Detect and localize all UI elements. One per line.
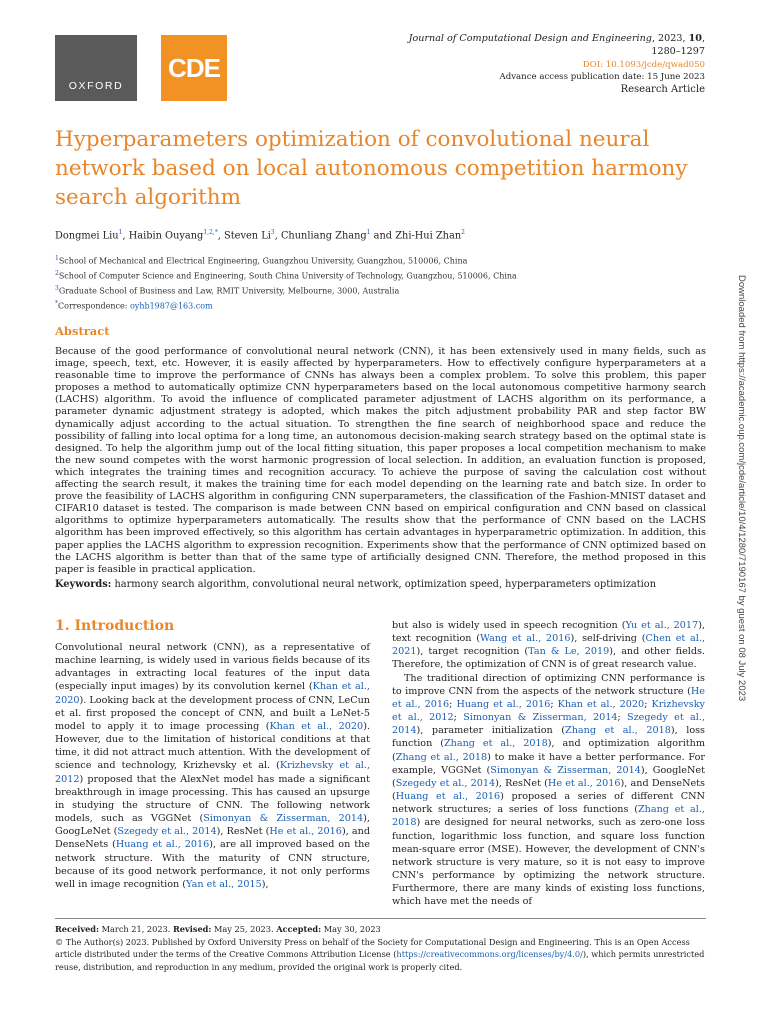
author-separator: and <box>370 230 396 242</box>
author-affil-sup[interactable]: 1 <box>366 229 371 236</box>
affiliation-text: School of Computer Science and Engineering, South China University of Technology, Guangzhou, 510006, China <box>58 271 517 281</box>
citation-link[interactable]: Simonyan & Zisserman, 2014 <box>463 712 618 724</box>
article-type: Research Article <box>620 84 705 96</box>
citation-link[interactable]: He et al., 2016 <box>269 826 342 838</box>
citation-link[interactable]: Szegedy et al., 2014 <box>392 712 705 737</box>
text-run: ), ResNet ( <box>495 777 548 789</box>
license-link[interactable]: https://creativecommons.org/licenses/by/4.0/ <box>396 949 583 960</box>
text-run: ) to make it have a better performance. For example, VGGNet ( <box>392 751 705 776</box>
author-separator: , <box>274 230 281 242</box>
text-run: The traditional direction of optimizing CNN performance is to improve CNN from the aspects of the network structure ( <box>392 672 705 697</box>
citation-link[interactable]: He et al., 2016 <box>392 685 705 710</box>
paper-title: Hyperparameters optimization of convolutional neural network based on local autonomous competition harmony search algorithm <box>55 127 688 210</box>
dates-line <box>55 923 706 936</box>
text-run: ), and DenseNets ( <box>392 777 705 803</box>
citation-link[interactable]: He et al., 2016 <box>547 777 621 789</box>
footnote <box>55 923 706 973</box>
text-run: ) proposed a series of different CNN network structures; a series of loss functions ( <box>392 791 705 816</box>
text-run: ; <box>449 698 457 710</box>
citation-link[interactable]: Khan et al., 2020 <box>557 698 645 710</box>
citation-link[interactable]: Zhang et al., 2018 <box>443 738 548 750</box>
affiliation-text: School of Mechanical and Electrical Engineering, Guangzhou University, Guangzhou, 510006, China <box>58 256 468 266</box>
text-run: ), GoogLeNet ( <box>55 813 370 838</box>
cde-logo-text: CDE <box>168 52 220 83</box>
footnote-divider <box>55 918 706 919</box>
doi-link[interactable]: DOI: 10.1093/jcde/qwad050 <box>582 59 705 70</box>
received-date: March 21, 2023. <box>99 924 173 934</box>
column-left <box>55 641 370 891</box>
text-run: ), ResNet ( <box>216 826 270 838</box>
download-side-note <box>734 275 754 745</box>
citation-link[interactable]: Chen et al., 2021 <box>392 633 705 658</box>
license-part-a: © The Author(s) 2023. Published by Oxford University Press on behalf of the Society for Computational Design and Engineering. This is an Open Access article distributed under the terms of the Creative Commons Attribution License ( <box>55 936 690 960</box>
text-run: but also is widely used in speech recognition ( <box>392 620 626 631</box>
accepted-date: May 30, 2023 <box>321 924 381 934</box>
revised-date: May 25, 2023. <box>211 924 277 934</box>
journal-pages: 1280–1297 <box>651 45 705 57</box>
citation-link[interactable]: Simonyan & Zisserman, 2014 <box>203 813 364 825</box>
author-list <box>55 229 465 241</box>
author-separator: , <box>217 230 225 242</box>
affiliation-text: Graduate School of Business and Law, RMIT University, Melbourne, 3000, Australia <box>58 286 400 296</box>
affiliation <box>55 268 517 283</box>
text-run: ), parameter initialization ( <box>416 725 566 737</box>
correspondence <box>55 298 517 313</box>
correspondence-sup: * <box>55 300 58 308</box>
author-affil-sup[interactable]: 2 <box>461 229 465 236</box>
text-run: ; <box>550 698 558 710</box>
keywords-text: harmony search algorithm, convolutional neural network, optimization speed, hyperparameters optimization <box>111 579 656 590</box>
author-name: Steven Li <box>224 230 271 242</box>
text-run: Convolutional neural network (CNN), as a representative of machine learning, is widely used in various fields because of its advantages in extracting local features of the input data (especially input images) by its convolution kernel ( <box>55 642 370 693</box>
side-note-text: Downloaded from https://academic.oup.com/jcde/article/10/4/1280/7190167 by guest on 08 July 2023 <box>736 275 747 702</box>
text-run: ), <box>261 878 269 890</box>
correspondence-email-link[interactable]: oyhb1987@163.com <box>129 301 213 311</box>
text-run: ), self-driving ( <box>570 633 646 645</box>
text-run: ). However, due to the limitation of historical conditions at that time, it did not attract much attention. With the development of science and technology, Krizhevsky et al. ( <box>55 720 371 772</box>
author-name: Zhi-Hui Zhan <box>395 230 462 242</box>
comma: , <box>701 33 705 44</box>
abstract-heading: Abstract <box>55 324 110 338</box>
text-run: ), target recognition ( <box>416 646 529 658</box>
text-run: ; <box>644 698 652 710</box>
abstract-text: Because of the good performance of convolutional neural network (CNN), it has been extensively used in many fields, such as image, speech, text, etc. However, it is easily affected by hyperparameters. How to effectively configure hyperparameters at a reasonable time to improve the performance of CNNs has always been a complex problem. To solve this problem, this paper proposes a method to automatically optimize CNN hyperparameters based on the local autonomous competitive harmony search (LACHS) algorithm. To avoid the influence of complicated parameter adjustment of LACHS algorithm on its performance, a parameter dynamic adjustment strategy is adopted, which makes the pitch adjustment probability PAR and step factor BW dynamically adjust according to the actual situation. To strengthen the fine search of neighborhood space and reduce the possibility of falling into local optima for a long time, an autonomous decision-making search strategy based on the optimal state is designed. To help the algorithm jump out of the local fitting situation, this paper proposes a local competition mechanism to make the new sound competes with the worst harmonic progression of local selection. In addition, an evaluation function is proposed, which integrates the training times and recognition accuracy. To achieve the purpose of saving the calculation cost without affecting the search result, it makes the training time for each model depending on the learning rate and batch size. In order to prove the feasibility of LACHS algorithm in configuring CNN superparameters, the classification of the Fashion-MNIST dataset and CIFAR10 dataset is tested. The comparison is made between CNN based on empirical configuration and CNN based on classical algorithms to optimize hyperparameters automatically. The results show that the performance of CNN based on the LACHS algorithm has been improved effectively, so this algorithm has certain advantages in hyperparametric optimization. In addition, this paper applies the LACHS algorithm to expression recognition. Experiments show that the performance of CNN optimized based on the LACHS algorithm is better than that of the same type of artificially designed CNN. Therefore, the method proposed in this paper is feasible in practical application. <box>55 346 706 575</box>
accepted-label: Accepted: <box>276 924 322 934</box>
license-text <box>55 936 706 974</box>
correspondence-label: Correspondence: <box>58 301 130 311</box>
citation-link[interactable]: Tan & Le, 2019 <box>528 646 610 658</box>
citation-link[interactable]: Yu et al., 2017 <box>625 620 699 631</box>
text-run: ). Looking back at the development process of CNN, LeCun et al. first proposed the concept of CNN, and built a LeNet-5 model to apply it to image processing ( <box>55 694 370 732</box>
received-label: Received: <box>55 924 100 934</box>
author-name: Dongmei Liu <box>55 230 119 242</box>
affiliation-sup: 3 <box>55 285 59 293</box>
author-name: Haibin Ouyang <box>128 230 204 242</box>
citation-link[interactable]: Wang et al., 2016 <box>480 633 571 645</box>
text-run: ; <box>617 712 628 724</box>
advance-access-date: Advance access publication date: 15 June 2023 <box>499 72 705 83</box>
citation-link[interactable]: Zhang et al., 2018 <box>395 751 488 763</box>
citation-link[interactable]: Khan et al., 2020 <box>55 681 370 706</box>
citation-link[interactable]: Huang et al., 2016 <box>115 839 210 851</box>
citation-link[interactable]: Krizhevsky et al., 2012 <box>392 698 705 724</box>
affiliation-sup: 1 <box>55 255 59 262</box>
paragraph <box>392 672 705 909</box>
oxford-logo <box>55 35 137 101</box>
text-run: ) are designed for neural networks, such as zero-one loss function, logarithmic loss function, and square loss function mean-square error (MSE). However, the development of CNN's network structure is very mature, so it is not easy to improve CNN's performance by optimizing the network structure. Furthermore, there are many kinds of existing loss functions, which have met the needs of <box>392 817 705 908</box>
citation-link[interactable]: Huang et al., 2016 <box>395 791 501 803</box>
keywords <box>55 579 656 590</box>
license-part-b: ), which permits unrestricted reuse, distribution, and reproduction in any medium, provided the original work is properly cited. <box>55 949 705 972</box>
citation-link[interactable]: Szegedy et al., 2014 <box>395 777 496 789</box>
journal-meta <box>375 33 705 97</box>
text-run: ; <box>453 712 464 724</box>
citation-link[interactable]: Zhang et al., 2018 <box>392 804 705 829</box>
journal-year: , 2023, <box>651 33 689 44</box>
text-run: ), loss function ( <box>392 725 705 750</box>
text-run: ) proposed that the AlexNet model has made a significant breakthrough in image processing. This has caused an upsurge in studying the structure of CNN. The following network models, such as VGGNet ( <box>55 773 370 825</box>
text-run: ), text recognition ( <box>392 620 706 645</box>
text-run: ), and DenseNets ( <box>55 826 370 851</box>
citation-link[interactable]: Yan et al., 2015 <box>186 878 262 890</box>
journal-citation <box>375 33 705 46</box>
affiliations <box>55 253 517 313</box>
author-affil-sup[interactable]: 1,2,* <box>203 229 218 236</box>
revised-label: Revised: <box>172 924 212 934</box>
affiliation-sup: 2 <box>55 270 59 278</box>
author-separator: , <box>122 230 129 242</box>
keywords-label: Keywords: <box>55 579 112 590</box>
column-right <box>392 619 705 908</box>
citation-link[interactable]: Szegedy et al., 2014 <box>117 826 217 838</box>
section-heading-introduction: 1. Introduction <box>55 618 175 634</box>
affiliation <box>55 283 517 298</box>
citation-link[interactable]: Huang et al., 2016 <box>456 698 551 710</box>
author-affil-sup[interactable]: 3 <box>270 229 275 236</box>
citation-link[interactable]: Krizhevsky et al., 2012 <box>55 760 370 785</box>
text-run: ), and other fields. Therefore, the optimization of CNN is of great research value. <box>392 646 706 671</box>
journal-name: Journal of Computational Design and Engineering <box>408 33 652 44</box>
citation-link[interactable]: Khan et al., 2020 <box>269 720 364 732</box>
text-run: ), GoogleNet ( <box>392 764 705 789</box>
paragraph <box>392 619 705 672</box>
paragraph <box>55 641 370 891</box>
text-run: ), are all improved based on the network structure. With the maturity of CNN structure, because of its good network performance, it not only performs well in image recognition ( <box>55 839 370 890</box>
author-name: Chunliang Zhang <box>280 230 367 242</box>
text-run: ), and optimization algorithm ( <box>392 738 705 763</box>
oxford-logo-text: OXFORD <box>68 80 124 92</box>
affiliation <box>55 253 517 268</box>
author-affil-sup[interactable]: 1 <box>118 229 123 236</box>
cde-logo <box>161 35 227 101</box>
citation-link[interactable]: Zhang et al., 2018 <box>565 725 671 737</box>
citation-link[interactable]: Simonyan & Zisserman, 2014 <box>490 764 641 776</box>
journal-volume: 10 <box>688 33 702 44</box>
